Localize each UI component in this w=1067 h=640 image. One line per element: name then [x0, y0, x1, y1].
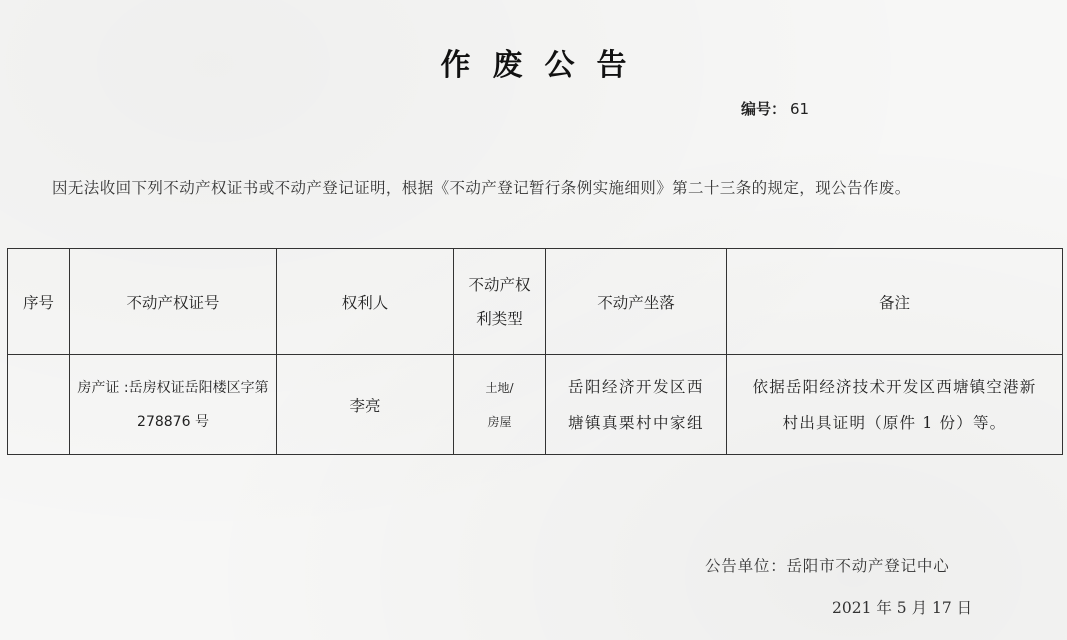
cell-cert-no-line2: 278876 号 [137, 413, 209, 430]
document-number [741, 98, 809, 119]
cell-remark-line2: 村出具证明（原件 1 份）等。 [782, 413, 1007, 432]
cell-cert-no-line1: 房产证 :岳房权证岳阳楼区字第 [77, 379, 269, 396]
header-cert-no: 不动产权证号 [70, 249, 277, 355]
header-holder: 权利人 [277, 249, 454, 355]
header-right-type-line1: 不动产权 [468, 275, 531, 294]
cell-location [546, 355, 727, 455]
document-number-label: 编号： [741, 100, 787, 118]
cell-remark [727, 355, 1063, 455]
cell-right-type-line2: 房屋 [487, 414, 512, 429]
voided-certificates-table [7, 248, 1063, 455]
cell-remark-line1: 依据岳阳经济技术开发区西塘镇空港新 [752, 377, 1037, 396]
table-header-row [8, 249, 1063, 355]
cell-holder: 李亮 [277, 355, 454, 455]
header-location: 不动产坐落 [546, 249, 727, 355]
header-seq: 序号 [8, 249, 70, 355]
cell-seq [8, 355, 70, 455]
issuing-unit: 公告单位：岳阳市不动产登记中心 [705, 557, 950, 575]
document-number-value: 61 [790, 100, 810, 118]
issue-date: 2021 年 5 月 17 日 [832, 599, 973, 617]
cell-right-type [454, 355, 546, 455]
header-right-type [454, 249, 546, 355]
header-right-type-line2: 利类型 [476, 309, 523, 328]
intro-paragraph: 因无法收回下列不动产权证书或不动产登记证明，根据《不动产登记暂行条例实施细则》第二十三条的规定，现公告作废。 [52, 179, 911, 197]
header-remark: 备注 [727, 249, 1063, 355]
cell-cert-no [70, 355, 277, 455]
page-title: 作废公告 [440, 48, 649, 83]
table-row [8, 355, 1063, 455]
cell-location-line2: 塘镇真栗村中家组 [567, 413, 704, 432]
cell-location-line1: 岳阳经济开发区西 [567, 377, 704, 396]
cell-right-type-line1: 土地/ [485, 380, 514, 395]
